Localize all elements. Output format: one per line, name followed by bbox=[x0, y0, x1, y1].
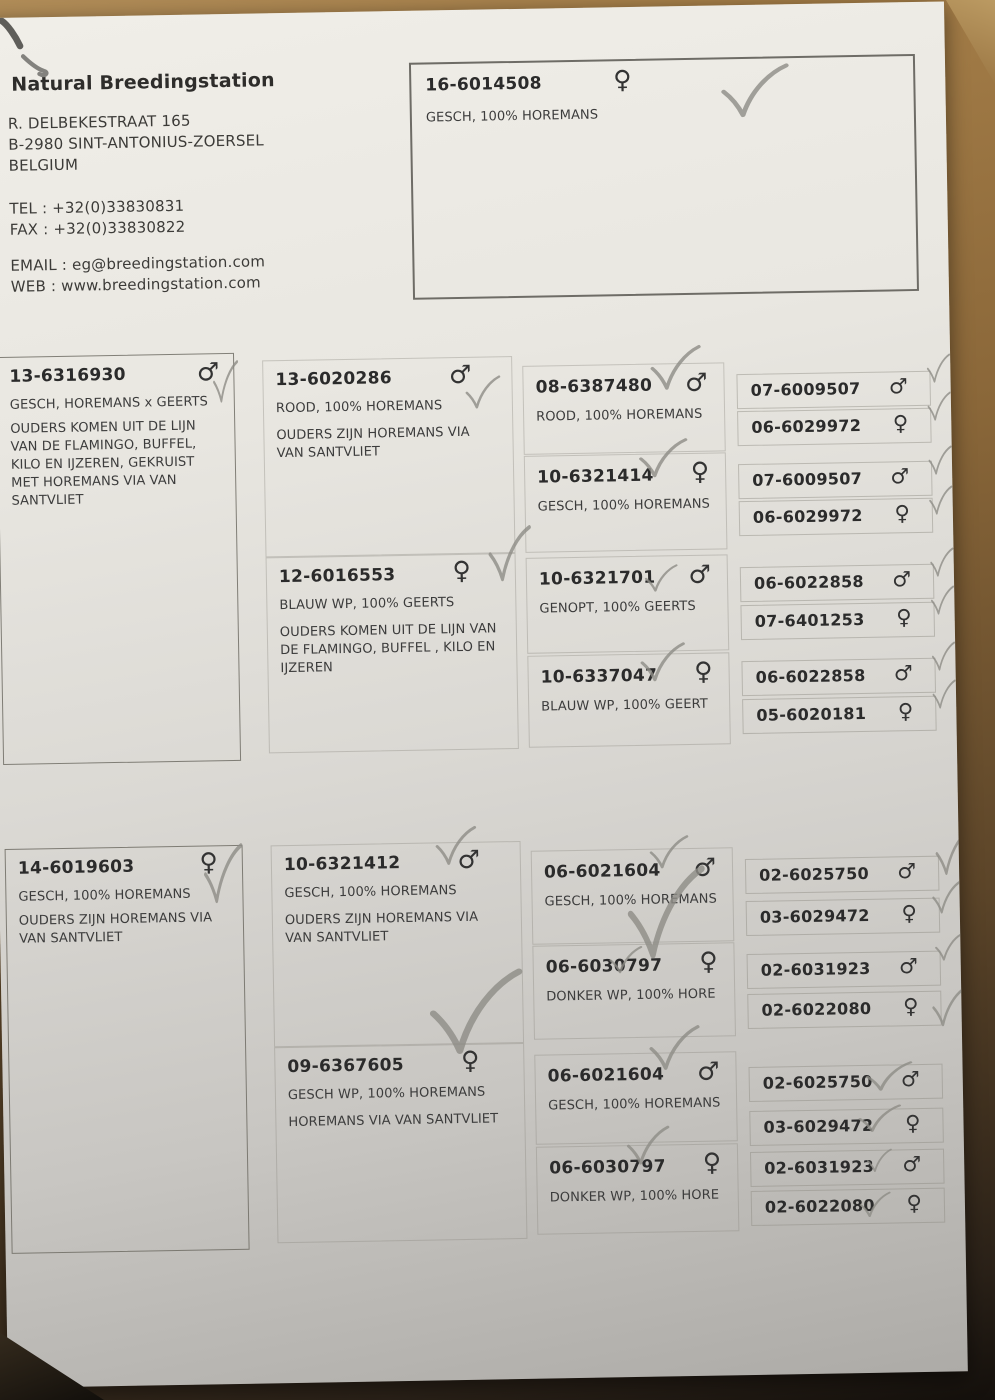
ring-number: 03-6029472 bbox=[759, 905, 870, 927]
ring-number: 02-6025750 bbox=[759, 863, 870, 885]
gen2-card-0 bbox=[262, 356, 515, 557]
gen4-row-9 bbox=[746, 898, 941, 936]
breeder-phone-fax: TEL : +32(0)33830831 FAX : +32(0)33830822 bbox=[9, 196, 186, 239]
gen4-row-6 bbox=[741, 658, 936, 696]
ring-number: 10-6321412 bbox=[283, 853, 401, 876]
color-strain-line: ROOD, 100% HOREMANS bbox=[536, 406, 703, 425]
female-symbol: ♀ bbox=[904, 1111, 921, 1136]
color-strain-line: GESCH, 100% HOREMANS bbox=[284, 883, 457, 902]
gen4-row-11 bbox=[747, 991, 942, 1029]
origin-description: OUDERS KOMEN UIT DE LIJN VAN DE FLAMINGO, BUFFEL , KILO EN IJZEREN bbox=[279, 621, 497, 677]
color-strain-line: GESCH, 100% HOREMANS bbox=[18, 886, 191, 905]
breeder-email-web: EMAIL : eg@breedingstation.com WEB : www.breedingstation.com bbox=[10, 252, 266, 296]
female-symbol: ♀ bbox=[613, 64, 632, 95]
color-strain-line: ROOD, 100% HOREMANS bbox=[275, 398, 443, 417]
origin-description: OUDERS KOMEN UIT DE LIJN VAN DE FLAMINGO, BUFFEL, KILO EN IJZEREN, GEKRUIST MET HOREMANS VIA VAN SANTVLIET bbox=[10, 418, 197, 509]
gen4-row-4 bbox=[740, 564, 935, 602]
male-symbol: ♂ bbox=[893, 661, 913, 686]
ring-number: 06-6022858 bbox=[753, 571, 865, 593]
male-symbol: ♂ bbox=[696, 1056, 720, 1086]
female-symbol: ♀ bbox=[892, 411, 909, 436]
gen4-row-12 bbox=[749, 1064, 944, 1102]
female-symbol: ♀ bbox=[906, 1191, 923, 1216]
ring-number: 09-6367605 bbox=[287, 1055, 405, 1078]
male-symbol: ♂ bbox=[196, 357, 220, 387]
ring-number: 07-6009507 bbox=[752, 468, 863, 490]
gen2-card-3 bbox=[274, 1043, 527, 1243]
color-strain-line: BLAUW WP, 100% GEERTS bbox=[279, 595, 455, 614]
color-strain-line: GESCH, 100% HOREMANS bbox=[544, 891, 718, 910]
female-symbol: ♀ bbox=[460, 1045, 480, 1076]
origin-description: OUDERS ZIJN HOREMANS VIA VAN SANTVLIET bbox=[18, 910, 213, 947]
gen3-card-2 bbox=[526, 554, 730, 654]
color-strain-line: GESCH, 100% HOREMANS bbox=[425, 107, 599, 126]
male-symbol: ♂ bbox=[448, 359, 472, 390]
origin-description: OUDERS ZIJN HOREMANS VIA VAN SANTVLIET bbox=[276, 424, 470, 462]
ring-number: 07-6009507 bbox=[750, 378, 861, 400]
gen4-row-7 bbox=[742, 696, 937, 734]
ring-number: 13-6020286 bbox=[275, 368, 393, 391]
color-strain-line: BLAUW WP, 100% GEERT bbox=[541, 696, 708, 715]
gen3-card-3 bbox=[527, 652, 731, 748]
female-symbol: ♀ bbox=[699, 946, 718, 976]
female-symbol: ♀ bbox=[902, 994, 919, 1019]
female-symbol: ♀ bbox=[897, 699, 914, 724]
color-strain-line: DONKER WP, 100% HORE bbox=[549, 1187, 720, 1206]
subject-bird-card bbox=[409, 54, 919, 300]
ring-number: 07-6401253 bbox=[754, 609, 865, 631]
gen3-card-7 bbox=[536, 1143, 740, 1235]
gen4-row-0 bbox=[736, 371, 931, 409]
female-symbol: ♀ bbox=[894, 501, 911, 526]
gen2-card-2 bbox=[271, 841, 524, 1047]
gen2-card-1 bbox=[266, 553, 519, 753]
ring-number: 06-6029972 bbox=[751, 415, 862, 437]
handwritten-checkmark bbox=[934, 830, 967, 877]
ring-number: 10-6321701 bbox=[538, 567, 656, 590]
ring-number: 06-6021604 bbox=[547, 1064, 665, 1087]
male-symbol: ♂ bbox=[888, 374, 908, 399]
color-strain-line: GESCH WP, 100% HOREMANS bbox=[287, 1084, 486, 1104]
ring-number: 03-6029472 bbox=[763, 1115, 874, 1137]
gen4-row-5 bbox=[740, 602, 935, 640]
color-strain-line: DONKER WP, 100% HORE bbox=[546, 986, 716, 1005]
ring-number: 02-6022080 bbox=[761, 998, 872, 1020]
gen4-row-10 bbox=[747, 951, 942, 989]
ring-number: 02-6031923 bbox=[760, 958, 871, 980]
female-symbol: ♀ bbox=[690, 456, 710, 486]
gen4-row-2 bbox=[738, 461, 933, 499]
pedigree-document bbox=[0, 1, 968, 1388]
color-strain-line: GESCH, 100% HOREMANS bbox=[537, 496, 711, 515]
ring-number: 12-6016553 bbox=[278, 565, 396, 588]
gen4-row-1 bbox=[737, 408, 932, 446]
desk-corner-top-right bbox=[938, 0, 995, 84]
gen3-card-4 bbox=[531, 847, 735, 945]
color-strain-line: GENOPT, 100% GEERTS bbox=[539, 598, 696, 617]
female-symbol: ♀ bbox=[896, 605, 912, 630]
ring-number: 13-6316930 bbox=[9, 364, 127, 387]
male-symbol: ♂ bbox=[900, 1067, 920, 1092]
ring-number: 06-6030797 bbox=[549, 1156, 666, 1179]
gen1-dam-card bbox=[5, 845, 250, 1254]
gen3-card-1 bbox=[524, 452, 728, 553]
male-symbol: ♂ bbox=[898, 954, 918, 979]
female-symbol: ♀ bbox=[702, 1147, 722, 1177]
male-symbol: ♂ bbox=[693, 852, 717, 882]
gen4-row-3 bbox=[739, 498, 934, 536]
gen3-card-5 bbox=[532, 942, 736, 1040]
gen3-card-6 bbox=[534, 1051, 738, 1145]
gen4-row-13 bbox=[749, 1108, 944, 1146]
gen1-sire-card bbox=[0, 353, 241, 765]
female-symbol: ♀ bbox=[452, 555, 472, 586]
male-symbol: ♂ bbox=[902, 1152, 922, 1177]
color-strain-line: GESCH, 100% HOREMANS bbox=[548, 1095, 721, 1114]
ring-number: 16-6014508 bbox=[425, 73, 543, 96]
ring-number: 05-6020181 bbox=[756, 703, 867, 725]
male-symbol: ♂ bbox=[688, 559, 712, 589]
gen4-row-8 bbox=[745, 856, 940, 894]
male-symbol: ♂ bbox=[457, 844, 481, 875]
breeder-name: Natural Breedingstation bbox=[11, 69, 275, 96]
ring-number: 06-6022858 bbox=[755, 665, 866, 687]
ring-number: 06-6029972 bbox=[752, 505, 863, 527]
ring-number: 10-6321414 bbox=[537, 465, 654, 488]
ring-number: 08-6387480 bbox=[535, 375, 653, 398]
breeder-address: R. DELBEKESTRAAT 165 B-2980 SINT-ANTONIUS-ZOERSEL BELGIUM bbox=[7, 111, 265, 175]
origin-description: HOREMANS VIA VAN SANTVLIET bbox=[288, 1111, 499, 1131]
male-symbol: ♂ bbox=[897, 859, 917, 884]
color-strain-line: GESCH, HOREMANS x GEERTS bbox=[9, 394, 209, 413]
gen4-row-14 bbox=[750, 1149, 945, 1187]
ring-number: 10-6337047 bbox=[540, 665, 658, 688]
female-symbol: ♀ bbox=[694, 656, 713, 686]
ring-number: 02-6031923 bbox=[764, 1156, 875, 1178]
male-symbol: ♂ bbox=[890, 464, 910, 489]
ring-number: 06-6030797 bbox=[545, 955, 663, 978]
female-symbol: ♀ bbox=[199, 847, 219, 877]
gen4-row-15 bbox=[751, 1188, 946, 1226]
male-symbol: ♂ bbox=[891, 567, 912, 592]
ring-number: 02-6025750 bbox=[762, 1071, 873, 1093]
ring-number: 06-6021604 bbox=[543, 860, 661, 883]
origin-description: OUDERS ZIJN HOREMANS VIA VAN SANTVLIET bbox=[284, 909, 479, 947]
female-symbol: ♀ bbox=[901, 901, 918, 926]
gen3-card-0 bbox=[522, 362, 726, 455]
ring-number: 14-6019603 bbox=[17, 856, 135, 879]
ring-number: 02-6022080 bbox=[764, 1195, 875, 1217]
male-symbol: ♂ bbox=[684, 367, 708, 398]
pen-scribble-mark bbox=[0, 13, 61, 92]
